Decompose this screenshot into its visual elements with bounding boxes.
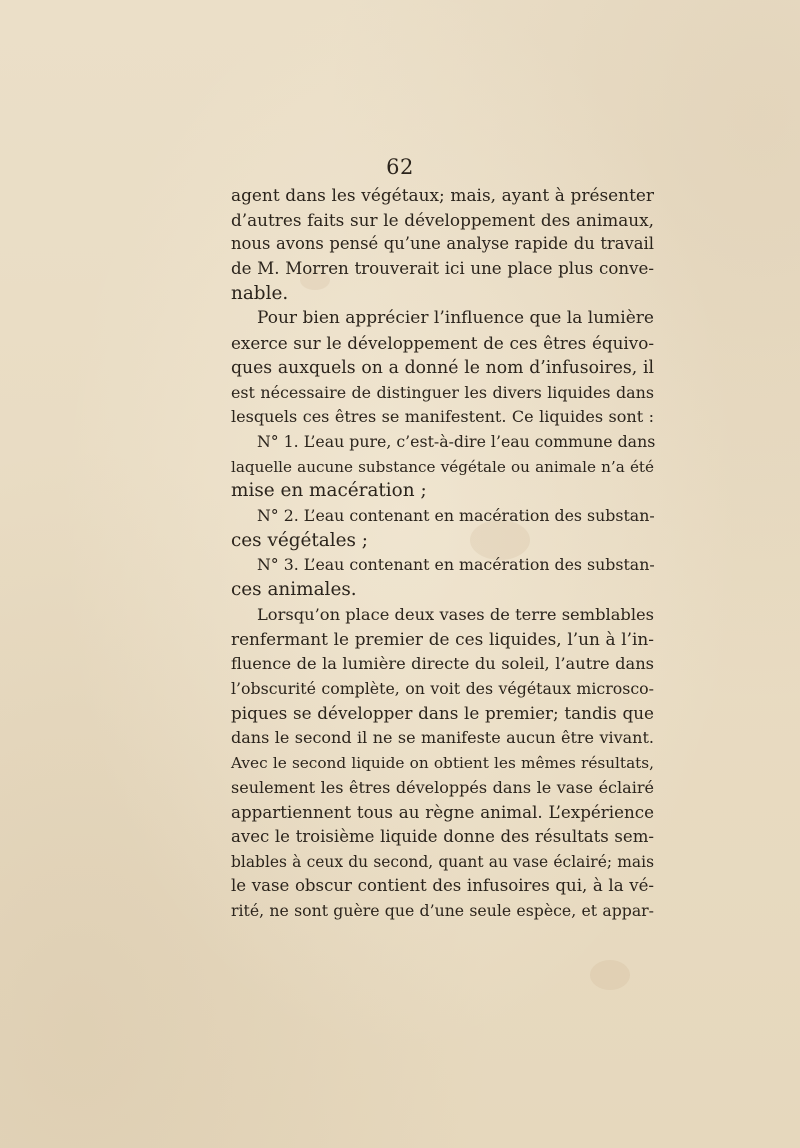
text-line: l’obscurité complète, on voit des végétaux microsco- (231, 678, 654, 698)
text-line: ques auxquels on a donné le nom d’infusoires, il (231, 357, 654, 378)
text-line: N° 3. L’eau contenant en macération des substan- (257, 555, 655, 575)
text-line: laquelle aucune substance végétale ou animale n’a été (231, 457, 654, 476)
text-line: N° 2. L’eau contenant en macération des substan- (257, 505, 655, 525)
text-line: Pour bien apprécier l’influence que la lumière (257, 308, 654, 329)
text-line: avec le troisième liquide donne des résultats sem- (231, 826, 654, 846)
text-line: rité, ne sont guère que d’une seule espèce, et appar- (231, 900, 654, 920)
text-line: seulement les êtres développés dans le vase éclairé (231, 777, 654, 797)
text-line: nable. (231, 282, 289, 304)
text-line: dans le second il ne se manifeste aucun être vivant. (231, 728, 654, 748)
text-line: fluence de la lumière directe du soleil, l’autre dans (231, 654, 654, 674)
text-line: ces animales. (231, 579, 357, 600)
text-line: N° 1. L’eau pure, c’est-à-dire l’eau commune dans (257, 431, 656, 451)
text-line: mise en macération ; (231, 480, 427, 502)
text-line: ces végétales ; (231, 529, 368, 551)
text-line: blables à ceux du second, quant au vase éclairé; mais (231, 852, 654, 871)
text-line: Avec le second liquide on obtient les mêmes résultats, (231, 753, 654, 772)
text-line: le vase obscur contient des infusoires qui, à la vé- (231, 876, 654, 896)
text-line: est nécessaire de distinguer les divers liquides dans (231, 382, 654, 402)
body-text (231, 183, 654, 924)
paper-stain (590, 960, 630, 990)
text-line: nous avons pensé qu’une analyse rapide du travail (231, 234, 654, 254)
page-number: 62 (386, 155, 414, 179)
text-line: lesquels ces êtres se manifestent. Ce liquides sont : (231, 407, 654, 427)
text-line: piques se développer dans le premier; tandis que (231, 703, 654, 724)
text-line: exerce sur le développement de ces êtres équivo- (231, 333, 654, 354)
text-line: agent dans les végétaux; mais, ayant à présenter (231, 185, 654, 205)
text-line: de M. Morren trouverait ici une place plus conve- (231, 259, 654, 279)
text-line: d’autres faits sur le développement des animaux, (231, 209, 654, 230)
text-line: appartiennent tous au règne animal. L’expérience (231, 802, 654, 823)
text-line: Lorsqu’on place deux vases de terre semblables (257, 604, 654, 624)
text-line: renfermant le premier de ces liquides, l’un à l’in- (231, 629, 654, 650)
